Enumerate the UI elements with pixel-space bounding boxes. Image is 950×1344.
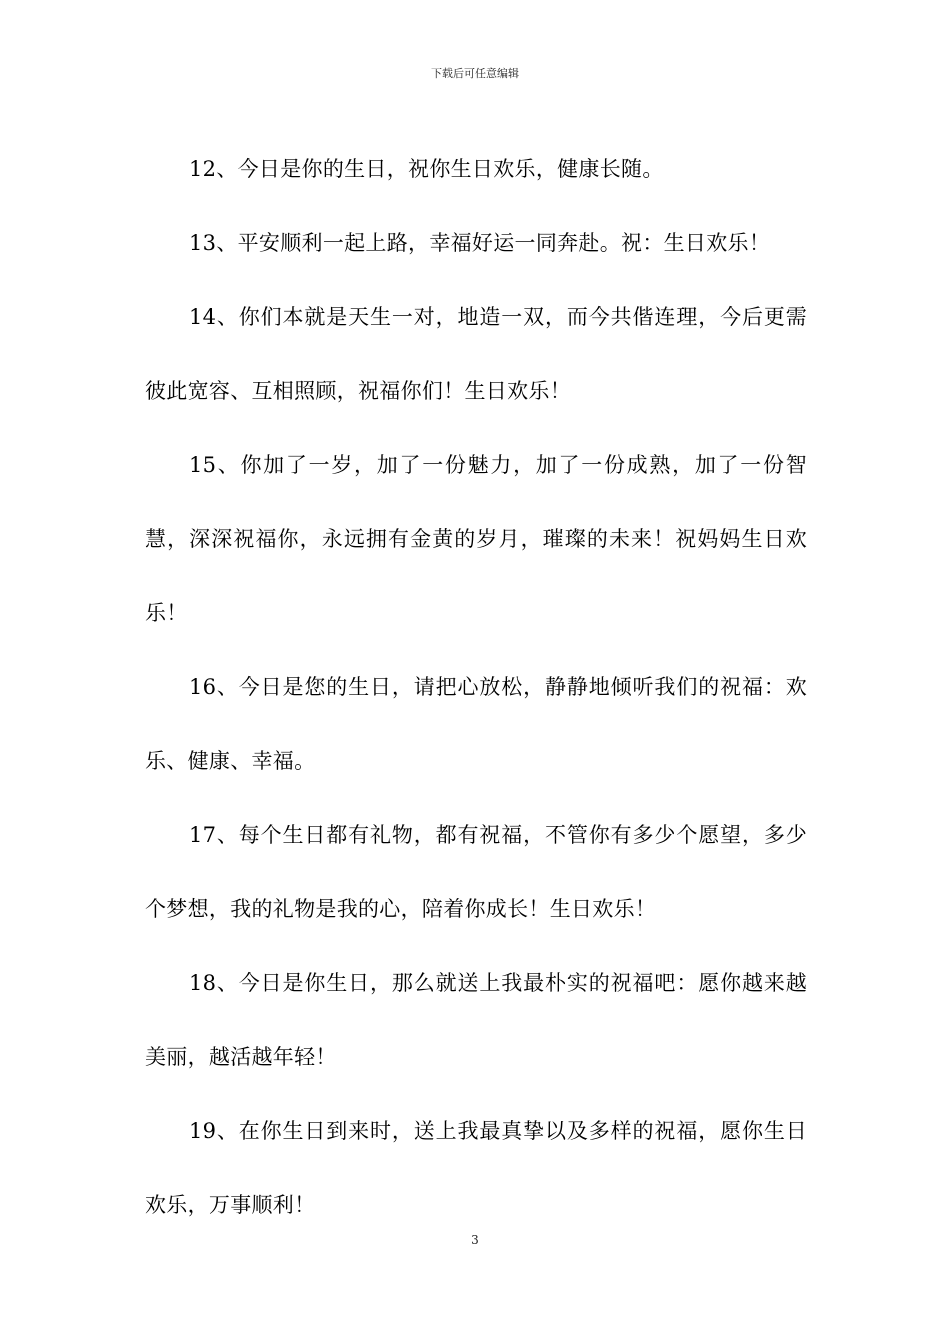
paragraph-17: 17、每个生日都有礼物，都有祝福，不管你有多少个愿望，多少个梦想，我的礼物是我的心，陪着你成长！生日欢乐！	[145, 823, 807, 921]
paragraph-19: 19、在你生日到来时，送上我最真挚以及多样的祝福，愿你生日欢乐，万事顺利！	[145, 1119, 807, 1217]
paragraph-16: 16、今日是您的生日，请把心放松，静静地倾听我们的祝福：欢乐、健康、幸福。	[145, 675, 807, 773]
paragraph-18: 18、今日是你生日，那么就送上我最朴实的祝福吧：愿你越来越美丽，越活越年轻！	[145, 971, 807, 1069]
paragraph-15: 15、你加了一岁，加了一份魅力，加了一份成熟，加了一份智慧，深深祝福你，永远拥有金黄的岁月，璀璨的未来！祝妈妈生日欢乐！	[145, 453, 807, 625]
page-number: 3	[471, 1233, 479, 1247]
paragraph-14: 14、你们本就是天生一对，地造一双，而今共偕连理，今后更需彼此宽容、互相照顾，祝福你们！生日欢乐！	[145, 305, 807, 403]
page-header: 下载后可任意编辑	[431, 67, 519, 80]
paragraph-13: 13、平安顺利一起上路，幸福好运一同奔赴。祝：生日欢乐！	[189, 231, 771, 255]
document-body	[145, 132, 807, 1242]
paragraph-12: 12、今日是你的生日，祝你生日欢乐，健康长随。	[189, 157, 664, 181]
